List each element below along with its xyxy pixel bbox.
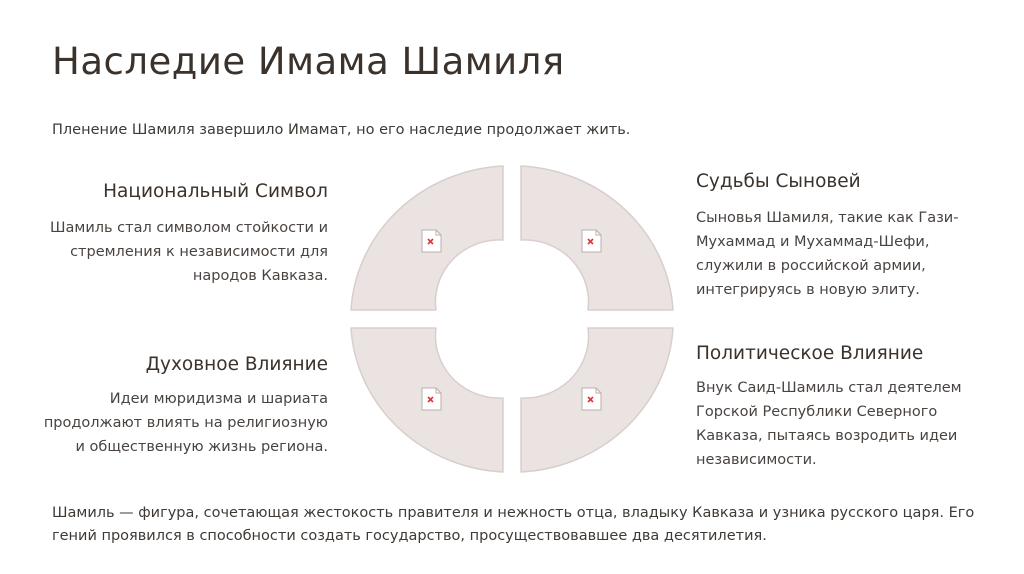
block-heading: Политическое Влияние (696, 343, 924, 364)
block-political-influence (696, 343, 986, 472)
footer-text: Шамиль — фигура, сочетающая жестокость правителя и нежность отца, владыку Кавказа и узника русского царя. Его гений проявился в способности создать государство, просуществовавшее два десятилетия. (52, 505, 975, 544)
block-heading: Судьбы Сыновей (696, 171, 861, 192)
block-text: Сыновья Шамиля, такие как Гази-Мухаммад и Мухаммад-Шефи, служили в российской армии, интегрируясь в новую элиту. (696, 210, 959, 298)
block-national-symbol (40, 181, 328, 288)
block-text: Идеи мюридизма и шариата продолжают влиять на религиозную и общественную жизнь региона. (43, 391, 328, 455)
broken-image-icon (422, 230, 441, 252)
block-spiritual-influence (40, 354, 328, 459)
block-sons-fate (696, 171, 986, 302)
block-text: Внук Саид-Шамиль стал деятелем Горской Республики Северного Кавказа, пытаясь возродить идеи независимости. (696, 380, 962, 468)
ring-diagram (340, 152, 684, 486)
subtitle: Пленение Шамиля завершило Имамат, но его наследие продолжает жить. (52, 122, 631, 138)
broken-image-icon (582, 388, 601, 410)
page-title: Наследие Имама Шамиля (52, 40, 565, 83)
broken-image-icon (422, 388, 441, 410)
block-text: Шамиль стал символом стойкости и стремления к независимости для народов Кавказа. (49, 220, 328, 284)
block-heading: Национальный Символ (103, 181, 328, 202)
block-heading: Духовное Влияние (145, 354, 328, 375)
broken-image-icon (582, 230, 601, 252)
